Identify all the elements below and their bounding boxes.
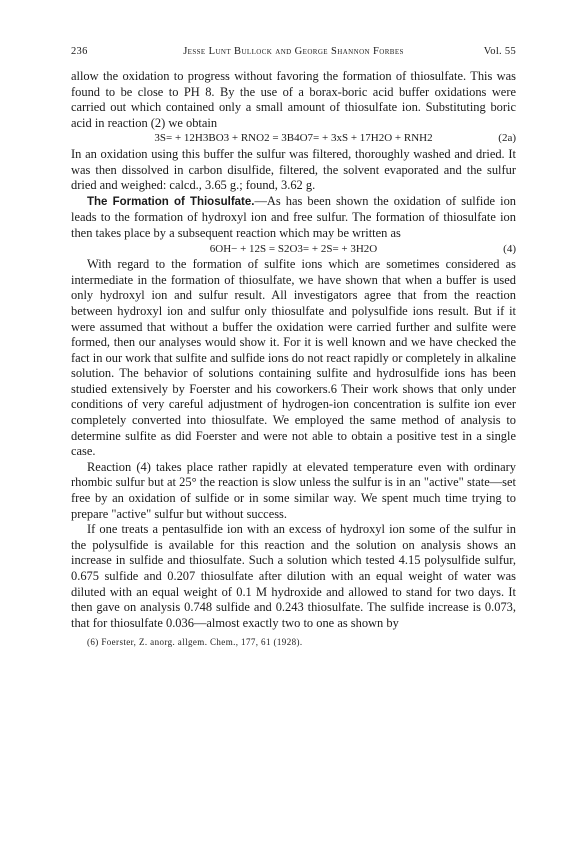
equation-4-number: (4)	[503, 242, 516, 255]
page-number: 236	[71, 46, 88, 57]
equation-4	[71, 242, 516, 258]
equation-2a-text: 3S= + 12H3BO3 + RNO2 = 3B4O7= + 3xS + 17H2O + RNH2	[154, 132, 433, 145]
paragraph-2: In an oxidation using this buffer the sulfur was filtered, thoroughly washed and dried. It was then dissolved in carbon disulfide, filtered, the solvent evaporated and the sulfur dried and weighed: calcd., 3.65 g.; found, 3.62 g.	[71, 146, 516, 193]
equation-2a	[71, 131, 516, 147]
section-heading: The Formation of Thiosulfate.	[87, 195, 255, 208]
volume-label: Vol. 55	[483, 46, 516, 57]
paragraph-4: Reaction (4) takes place rather rapidly at elevated temperature even with ordinary rhombic sulfur but at 25° the reaction is slow unless the sulfur is in an "active" state—set free by an oxidation of sulfide or in some similar way. We spent much time trying to prepare "active" sulfur but without success.	[71, 459, 516, 521]
section-thiosulfate	[71, 194, 516, 242]
paragraph-1: allow the oxidation to progress without favoring the formation of thiosulfate. This was found to be close to PH 8. By the use of a borax-boric acid buffer oxidations were carried out which contained only a small amount of thiosulfate ion. Substituting boric acid in reaction (2) we obtain	[71, 69, 516, 130]
footnote: (6) Foerster, Z. anorg. allgem. Chem., 177, 61 (1928).	[87, 637, 303, 648]
paragraph-3: With regard to the formation of sulfite ions which are sometimes considered as intermediate in the formation of thiosulfate, we have shown that when a buffer is used only hydroxyl ion and sulfur result. All investigators agree that from the reaction between hydroxyl ion and sulfur only thiosulfate and polysulfide ions result. But if it were assumed that without a buffer the oxidation were carried further and sulfite were formed, then our analyses would show it. For it is well known and we have checked the fact in our work that sulfite and sulfide ions do not react rapidly or completely in alkaline solution. The behavior of solutions containing sulfite and hydrosulfide ions has been studied extensively by Foerster and his coworkers.6 Their work shows that only under conditions of very careful adjustment of hydrogen-ion concentration is sulfite ion ever completely converted into thiosulfate. We employed the same method of analysis to determine sulfite as did Foerster and were not able to obtain a positive test in a single case.	[71, 257, 516, 459]
equation-2a-number: (2a)	[498, 132, 516, 145]
running-header	[71, 38, 516, 60]
equation-4-text: 6OH− + 12S = S2O3= + 2S= + 3H2O	[209, 242, 378, 255]
section-text: —As has been shown the oxidation of sulfide ion leads to the formation of hydroxyl ion and free sulfur. The formation of thiosulfate ion then takes place by a subsequent reaction which may be written as	[71, 193, 517, 240]
paper-page	[71, 38, 516, 651]
paragraph-5: If one treats a pentasulfide ion with an excess of hydroxyl ion some of the sulfur in the polysulfide is available for this reaction and the solution on analysis shows an increase in sulfide and thiosulfate. Such a solution which tested 4.15 polysulfide sulfur, 0.675 sulfide and 0.207 thiosulfate after dilution with an equal weight of water was diluted with an equal weight of 0.1 M hydroxide and allowed to stand for two days. It then gave on analysis 0.748 sulfide and 0.243 thiosulfate. The sulfide increase is 0.073, that for thiosulfate 0.036—almost exactly two to one as shown by	[71, 522, 516, 630]
running-title: Jesse Lunt Bullock and George Shannon Forbes	[183, 46, 404, 57]
article-body	[71, 69, 516, 651]
